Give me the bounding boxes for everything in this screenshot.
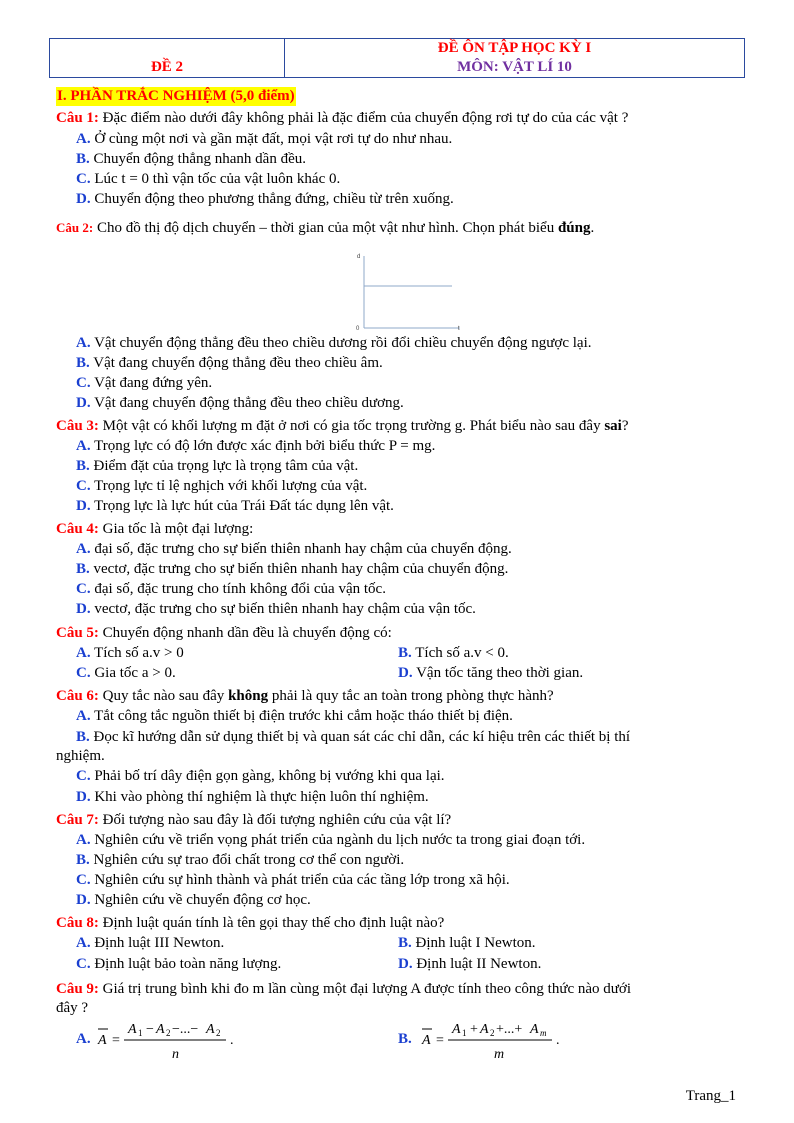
q5-option-d: D. Vận tốc tăng theo thời gian. xyxy=(398,665,584,681)
svg-text:n: n xyxy=(172,1047,179,1062)
svg-text:2: 2 xyxy=(490,1028,495,1038)
svg-text:A: A xyxy=(452,1022,461,1037)
question-5: Câu 5: Chuyển động nhanh dần đều là chuyển động có: xyxy=(56,625,392,641)
exam-number: ĐỀ 2 xyxy=(150,59,184,75)
q3-option-d: D. Trọng lực là lực hút của Trái Đất tác dụng lên vật. xyxy=(76,498,394,514)
question-8: Câu 8: Định luật quán tính là tên gọi thay thế cho định luật nào? xyxy=(56,915,445,931)
q9-formula-b xyxy=(420,1016,570,1062)
question-label: Câu 4: xyxy=(56,521,99,537)
header-table xyxy=(49,38,745,78)
svg-text:−...−: −...− xyxy=(172,1022,199,1037)
q7-option-b: B. Nghiên cứu sự trao đổi chất trong cơ thể con người. xyxy=(76,852,405,868)
q1-option-c: C. Lúc t = 0 thì vận tốc của vật luôn khác 0. xyxy=(76,171,341,187)
q5-option-c: C. Gia tốc a > 0. xyxy=(76,665,176,681)
svg-text:+: + xyxy=(470,1022,478,1037)
q1-option-a: A. Ở cùng một nơi và gần mặt đất, mọi vật rơi tự do như nhau. xyxy=(76,131,453,147)
question-label: Câu 6: xyxy=(56,688,99,704)
q3-option-b: B. Điểm đặt của trọng lực là trọng tâm của vật. xyxy=(76,458,359,474)
q9-option-b-label: B. xyxy=(398,1031,412,1047)
question-4: Câu 4: Gia tốc là một đại lượng: xyxy=(56,521,254,537)
question-label: Câu 1: xyxy=(56,110,99,126)
q2-option-b: B. Vật đang chuyển động thẳng đều theo chiều âm. xyxy=(76,355,383,371)
q6-option-d: D. Khi vào phòng thí nghiệm là thực hiện luôn thí nghiệm. xyxy=(76,789,429,805)
q3-option-c: C. Trọng lực tỉ lệ nghịch với khối lượng của vật. xyxy=(76,478,368,494)
q9-formula-a xyxy=(96,1016,246,1062)
q8-option-c: C. Định luật bảo toàn năng lượng. xyxy=(76,956,282,972)
question-label: Câu 5: xyxy=(56,625,99,641)
svg-text:A: A xyxy=(98,1033,107,1048)
exam-title: ĐỀ ÔN TẬP HỌC KỲ I xyxy=(437,40,592,56)
q4-option-a: A. đại số, đặc trưng cho sự biến thiên nhanh hay chậm của chuyển động. xyxy=(76,541,512,557)
q6-option-c: C. Phải bố trí dây điện gọn gàng, không bị vướng khi qua lại. xyxy=(76,768,445,784)
question-label: Câu 7: xyxy=(56,812,99,828)
question-7: Câu 7: Đối tượng nào sau đây là đối tượng nghiên cứu của vật lí? xyxy=(56,812,452,828)
svg-text:1: 1 xyxy=(138,1028,143,1038)
svg-text:.: . xyxy=(230,1033,234,1048)
question-label: Câu 2: xyxy=(56,220,94,235)
question-label: Câu 9: xyxy=(56,981,99,997)
q6-option-a: A. Tắt công tắc nguồn thiết bị điện trước khi cắm hoặc tháo thiết bị điện. xyxy=(76,708,513,724)
svg-text:m: m xyxy=(494,1047,505,1062)
q4-option-b: B. vectơ, đặc trưng cho sự biến thiên nhanh hay chậm của chuyển động. xyxy=(76,561,509,577)
question-6: Câu 6: Quy tắc nào sau đây không phải là quy tắc an toàn trong phòng thực hành? xyxy=(56,688,554,704)
q1-option-b: B. Chuyển động thẳng nhanh dần đều. xyxy=(76,151,306,167)
question-9: Câu 9: Giá trị trung bình khi đo m lần cùng một đại lượng A được tính theo công thức nào dưới xyxy=(56,981,632,997)
x-axis-label: t xyxy=(458,326,460,332)
q7-option-c: C. Nghiên cứu sự hình thành và phát triển của các tầng lớp trong xã hội. xyxy=(76,872,510,888)
svg-text:A: A xyxy=(156,1022,165,1037)
svg-text:2: 2 xyxy=(166,1028,171,1038)
svg-text:.: . xyxy=(556,1033,560,1048)
svg-text:m: m xyxy=(540,1028,547,1038)
svg-text:=: = xyxy=(436,1033,444,1048)
q6-option-b-cont: nghiệm. xyxy=(56,748,105,764)
question-9-cont: đây ? xyxy=(56,1000,89,1016)
question-text: Đặc điểm nào dưới đây không phải là đặc điểm của chuyển động rơi tự do của các vật ? xyxy=(98,110,629,126)
question-3: Câu 3: Một vật có khối lượng m đặt ở nơi có gia tốc trọng trường g. Phát biểu nào sau đây sai? xyxy=(56,418,629,434)
origin-label: 0 xyxy=(356,326,360,332)
svg-text:−: − xyxy=(146,1022,154,1037)
q5-option-b: B. Tích số a.v < 0. xyxy=(398,645,509,661)
q2-option-d: D. Vật đang chuyển động thẳng đều theo chiều dương. xyxy=(76,395,404,411)
q9-option-a-label: A. xyxy=(76,1031,91,1047)
q7-option-d: D. Nghiên cứu về chuyển động cơ học. xyxy=(76,892,311,908)
question-label: Câu 8: xyxy=(56,915,99,931)
section-heading: I. PHẦN TRẮC NGHIỆM (5,0 điểm) xyxy=(57,88,295,104)
q5-option-a: A. Tích số a.v > 0 xyxy=(76,645,184,661)
page-footer: Trang_1 xyxy=(685,1088,736,1104)
header-left-cell xyxy=(50,39,285,77)
svg-text:A: A xyxy=(422,1033,431,1048)
q8-option-d: D. Định luật II Newton. xyxy=(398,956,542,972)
svg-text:=: = xyxy=(112,1033,120,1048)
svg-text:A: A xyxy=(480,1022,489,1037)
question-2: Câu 2: Cho đồ thị độ dịch chuyển – thời gian của một vật như hình. Chọn phát biểu đúng. xyxy=(56,220,595,236)
displacement-time-graph xyxy=(348,248,468,334)
question-1 xyxy=(56,109,628,128)
svg-text:2: 2 xyxy=(216,1028,221,1038)
svg-text:+...+: +...+ xyxy=(496,1022,523,1037)
header-right-cell xyxy=(285,39,744,77)
q2-option-a: A. Vật chuyển động thẳng đều theo chiều dương rồi đổi chiều chuyển động ngược lại. xyxy=(76,335,592,351)
q4-option-d: D. vectơ, đặc trưng cho sự biến thiên nhanh hay chậm của vận tốc. xyxy=(76,601,476,617)
q1-option-d: D. Chuyển động theo phương thẳng đứng, chiều từ trên xuống. xyxy=(76,191,454,207)
subject-title: MÔN: VẬT LÍ 10 xyxy=(457,59,572,75)
svg-text:1: 1 xyxy=(462,1028,467,1038)
q8-option-b: B. Định luật I Newton. xyxy=(398,935,536,951)
q3-option-a: A. Trọng lực có độ lớn được xác định bởi biểu thức P = mg. xyxy=(76,438,436,454)
q6-option-b: B. Đọc kĩ hướng dẫn sử dụng thiết bị và quan sát các chỉ dẫn, các kí hiệu trên các thiết bị thí xyxy=(76,729,631,745)
q4-option-c: C. đại số, đặc trung cho tính không đổi của vận tốc. xyxy=(76,581,386,597)
svg-text:A: A xyxy=(128,1022,137,1037)
q8-option-a: A. Định luật III Newton. xyxy=(76,935,225,951)
svg-text:A: A xyxy=(530,1022,539,1037)
q7-option-a: A. Nghiên cứu về triển vọng phát triển của ngành du lịch nước ta trong giai đoạn tới. xyxy=(76,832,586,848)
svg-text:A: A xyxy=(206,1022,215,1037)
y-axis-label: d xyxy=(357,254,361,260)
q2-option-c: C. Vật đang đứng yên. xyxy=(76,375,213,391)
question-label: Câu 3: xyxy=(56,418,99,434)
